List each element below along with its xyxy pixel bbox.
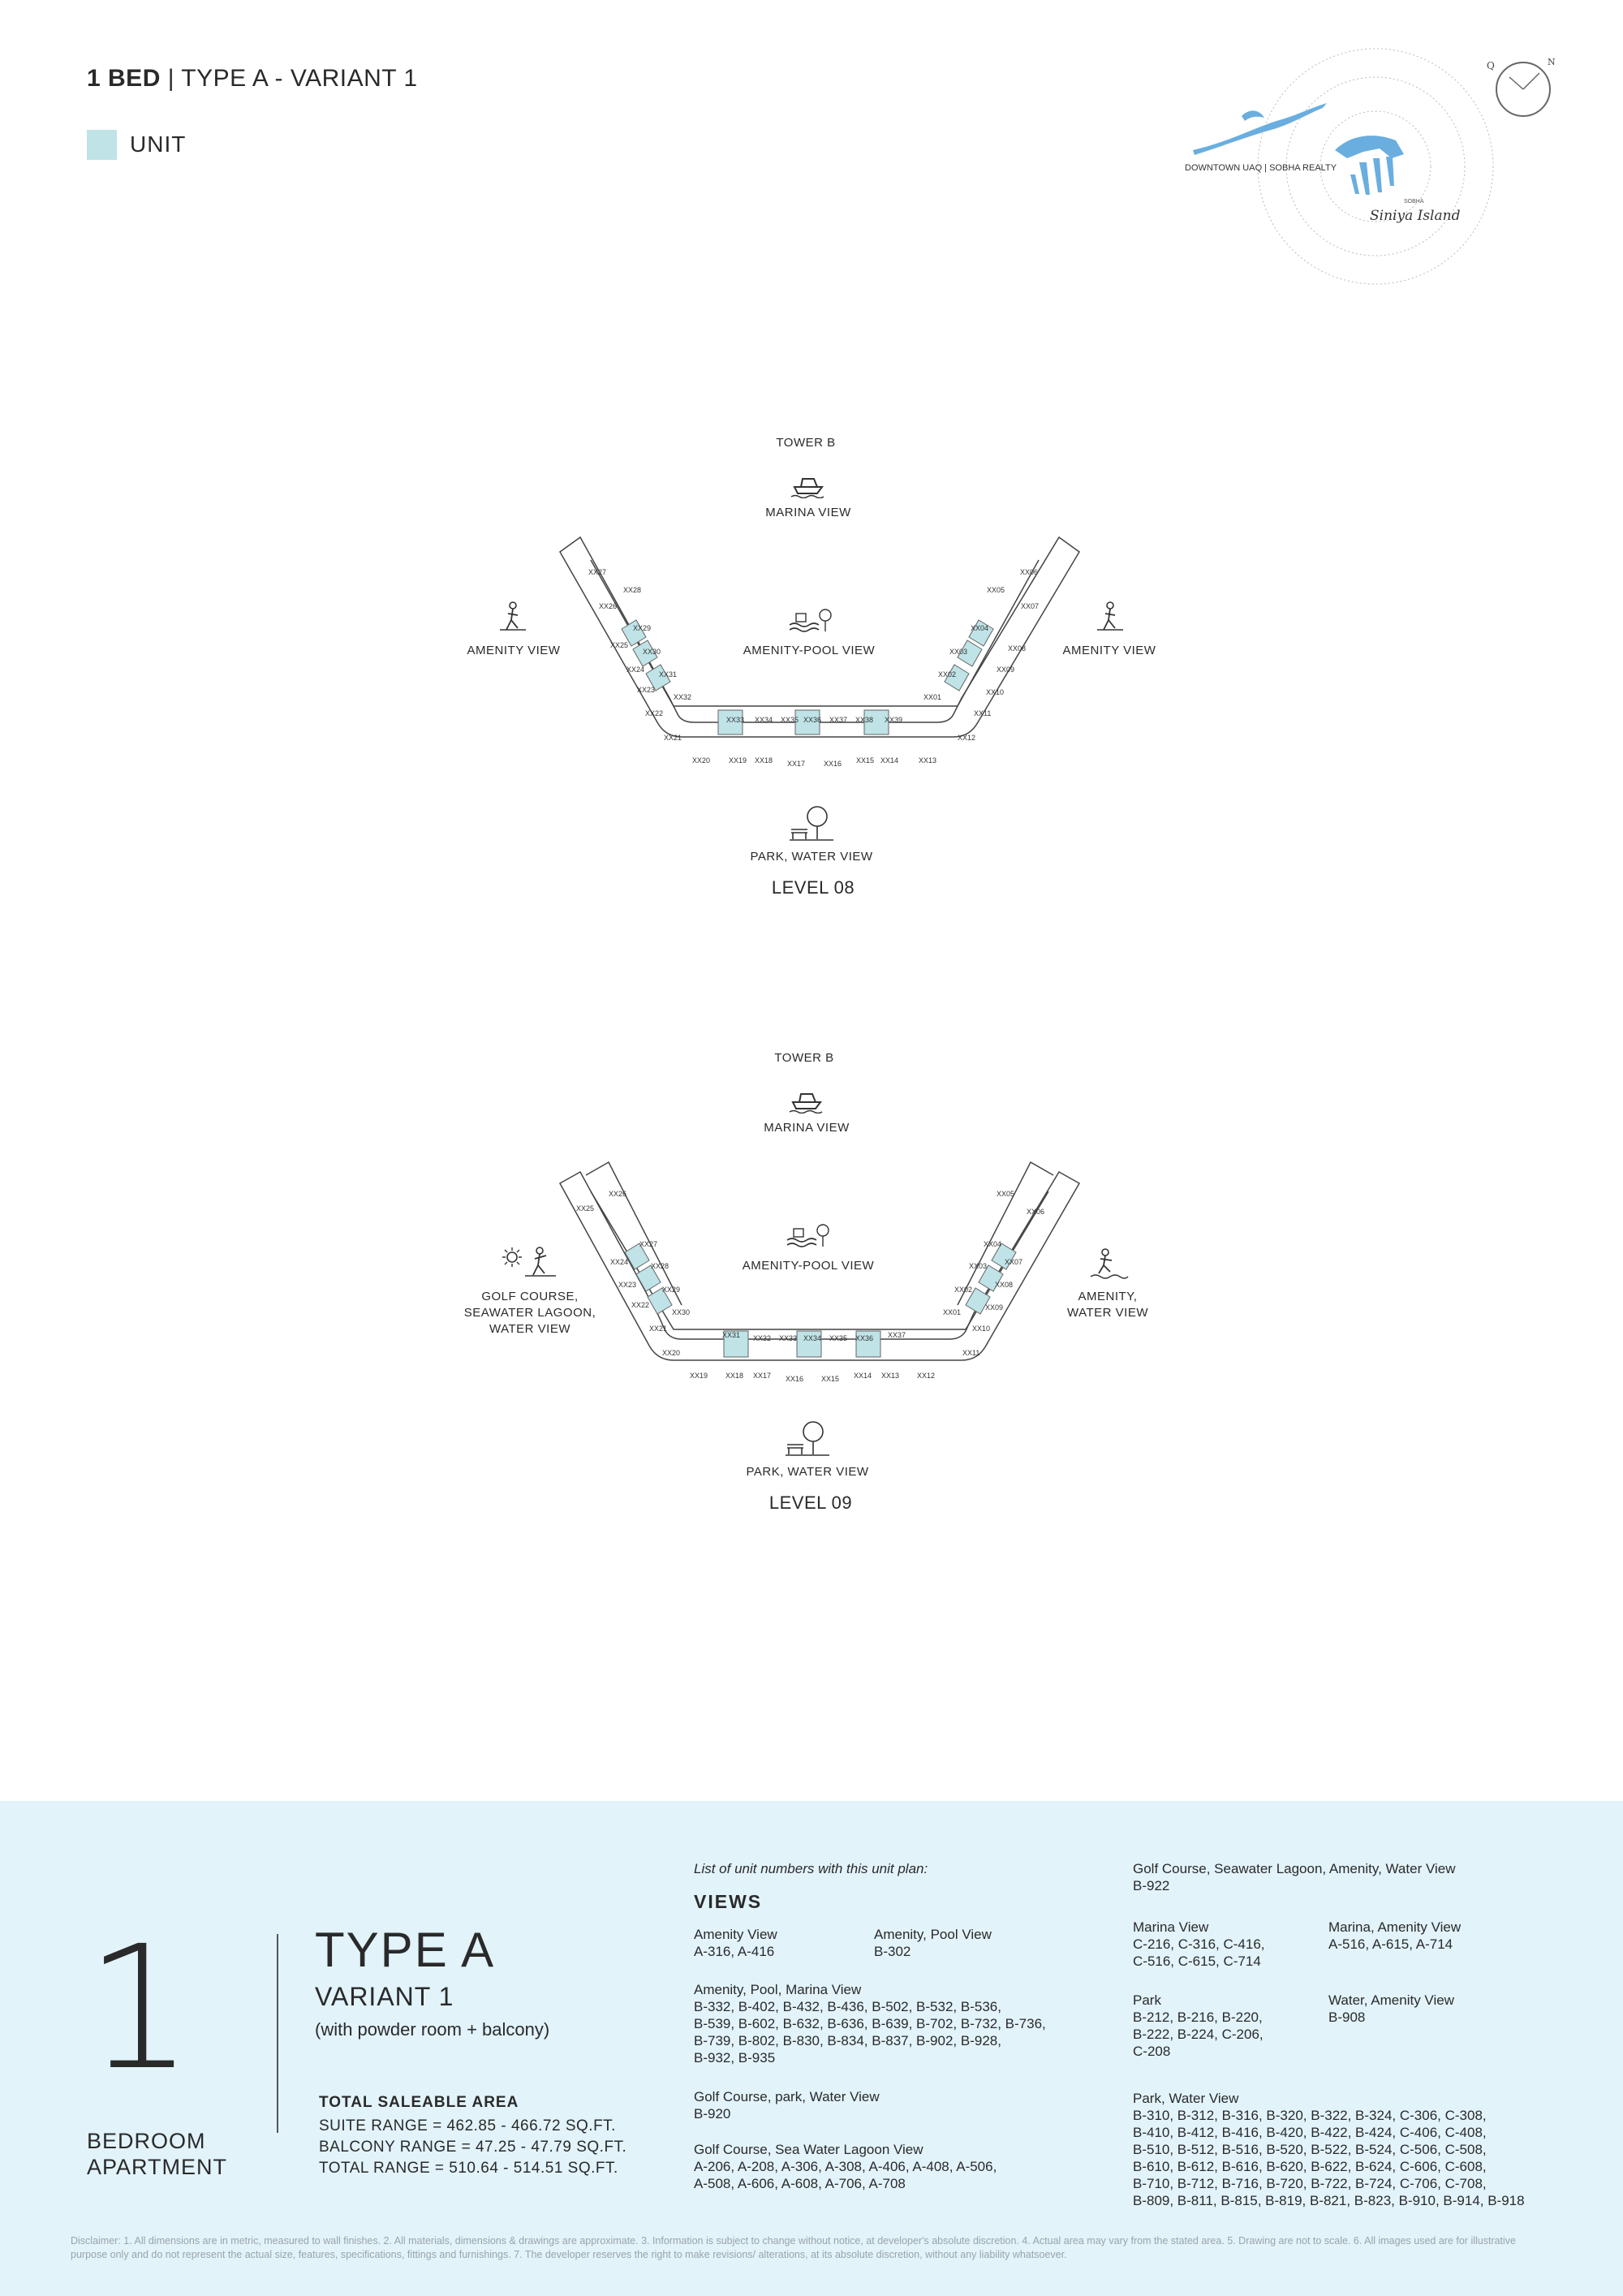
amenity-icon [497,601,529,633]
svg-text:XX32: XX32 [753,1334,772,1342]
floor-plan-level-09 [552,1143,1087,1402]
svg-text:XX14: XX14 [854,1372,872,1380]
svg-text:XX36: XX36 [855,1334,874,1342]
plan-1-center-view: AMENITY-POOL VIEW [743,644,876,657]
svg-text:XX37: XX37 [888,1331,906,1339]
plan-2-tower: TOWER B [774,1051,834,1065]
svg-text:XX04: XX04 [984,1240,1002,1248]
plan-1-level: LEVEL 08 [771,877,855,898]
svg-text:XX22: XX22 [645,709,664,717]
svg-text:XX23: XX23 [637,686,656,694]
svg-text:XX28: XX28 [651,1262,669,1270]
svg-text:XX11: XX11 [974,709,992,717]
svg-text:XX13: XX13 [881,1372,900,1380]
svg-text:XX02: XX02 [938,670,957,678]
svg-text:XX38: XX38 [855,716,874,724]
amenity-icon [1094,601,1126,633]
type-note: (with powder room + balcony) [315,2019,550,2040]
view-group: Golf Course, park, Water View B-920 [694,2089,880,2122]
svg-text:XX13: XX13 [919,756,937,765]
views-heading: VIEWS [694,1891,763,1912]
svg-text:XX27: XX27 [639,1240,658,1248]
svg-text:XX02: XX02 [954,1286,973,1294]
svg-text:XX06: XX06 [1020,568,1039,576]
svg-text:XX21: XX21 [649,1325,668,1333]
view-group: Golf Course, Seawater Lagoon, Amenity, Water View B-922 [1133,1861,1456,1893]
svg-text:XX34: XX34 [755,716,773,724]
amenity-water-icon [1089,1247,1130,1280]
svg-text:XX21: XX21 [664,734,682,742]
plan-1-right-view: AMENITY VIEW [1062,644,1156,657]
svg-text:XX25: XX25 [576,1204,595,1213]
plan-2-left-view: GOLF COURSE, SEAWATER LAGOON, WATER VIEW [463,1290,596,1336]
svg-text:XX06: XX06 [1027,1208,1045,1216]
svg-text:XX20: XX20 [692,756,711,765]
svg-text:XX27: XX27 [588,568,607,576]
svg-text:XX33: XX33 [779,1334,798,1342]
svg-text:XX33: XX33 [726,716,745,724]
svg-text:XX08: XX08 [995,1281,1014,1289]
map-left-label: DOWNTOWN UAQ | SOBHA REALTY [1185,163,1337,173]
view-group: Water, Amenity View B-908 [1328,1992,1454,2025]
boat-icon [788,1088,825,1114]
type-variant: VARIANT 1 [315,1982,454,2011]
svg-text:XX14: XX14 [880,756,899,765]
svg-text:XX25: XX25 [610,641,629,649]
svg-text:XX26: XX26 [599,602,618,610]
svg-text:XX24: XX24 [610,1258,629,1266]
svg-text:XX03: XX03 [969,1262,988,1270]
map-brand-small: SOBHA [1404,199,1424,205]
park-icon [788,805,835,842]
page-title: 1 BED | TYPE A - VARIANT 1 [87,65,418,92]
legend-unit-swatch [87,130,117,160]
svg-text:XX35: XX35 [781,716,799,724]
svg-text:XX16: XX16 [786,1375,804,1383]
floor-plan-level-08 [552,528,1087,787]
svg-text:XX04: XX04 [971,624,989,632]
svg-text:XX18: XX18 [725,1372,744,1380]
balcony-range: BALCONY RANGE = 47.25 - 47.79 SQ.FT. [319,2139,627,2156]
total-range: TOTAL RANGE = 510.64 - 514.51 SQ.FT. [319,2160,618,2177]
svg-text:XX01: XX01 [923,693,942,701]
svg-text:XX29: XX29 [633,624,652,632]
suite-range: SUITE RANGE = 462.85 - 466.72 SQ.FT. [319,2117,616,2134]
svg-text:XX08: XX08 [1008,644,1027,653]
svg-text:XX32: XX32 [674,693,692,701]
map-brand-script: Siniya Island [1370,208,1461,224]
svg-text:XX24: XX24 [626,666,645,674]
svg-text:XX34: XX34 [803,1334,822,1342]
plan-2-center-view: AMENITY-POOL VIEW [742,1259,875,1273]
svg-text:XX19: XX19 [729,756,747,765]
svg-text:XX12: XX12 [958,734,976,742]
svg-text:XX37: XX37 [829,716,848,724]
svg-text:XX12: XX12 [917,1372,936,1380]
boat-icon [790,472,827,498]
location-map [1160,45,1582,288]
plan-1-bottom-view: PARK, WATER VIEW [750,850,873,864]
park-icon [784,1420,831,1458]
svg-text:XX09: XX09 [997,666,1015,674]
plan-1-top-view: MARINA VIEW [765,506,851,519]
svg-text:XX17: XX17 [753,1372,772,1380]
view-group: Park, Water View B-310, B-312, B-316, B-320, B-322, B-324, C-306, C-308, B-410, B-412, B-416, B-420, B-422, B-424, C-406, C-408, B-510, B-512, B-516, B-520, B-522, B-524, C-506, C-508, B-610, B-612, B-616, B-620, B-622, B-624, C-606, C-608, B-710, B-712, B-716, B-720, B-722, B-724, C-706, C-708, B-809, B-811, B-815, B-819, B-821, B-823, B-910, B-914, B-918 [1133,2091,1525,2208]
svg-text:XX11: XX11 [962,1349,980,1357]
svg-text:XX22: XX22 [631,1301,650,1309]
legend-unit-label: UNIT [130,131,187,157]
svg-text:XX09: XX09 [985,1303,1004,1312]
svg-text:XX26: XX26 [609,1190,627,1198]
svg-text:XX30: XX30 [643,648,661,656]
svg-text:XX05: XX05 [987,586,1005,594]
plan-2-bottom-view: PARK, WATER VIEW [746,1465,869,1479]
plan-1-tower: TOWER B [776,436,836,450]
bedroom-count: 1 [85,1909,194,2108]
svg-text:XX07: XX07 [1021,602,1040,610]
view-group: Park B-212, B-216, B-220, B-222, B-224, C-206, C-208 [1133,1992,1264,2059]
svg-text:XX07: XX07 [1005,1258,1023,1266]
svg-text:XX17: XX17 [787,760,806,768]
svg-text:XX16: XX16 [824,760,842,768]
svg-text:XX31: XX31 [722,1331,741,1339]
svg-text:XX15: XX15 [821,1375,840,1383]
compass-q: Q [1487,60,1495,71]
svg-text:XX36: XX36 [803,716,822,724]
svg-text:XX29: XX29 [662,1286,681,1294]
plan-2-right-view: AMENITY, WATER VIEW [1067,1290,1148,1320]
svg-text:XX19: XX19 [690,1372,708,1380]
bedroom-label: BEDROOM APARTMENT [87,2129,228,2179]
svg-text:XX10: XX10 [986,688,1005,696]
svg-text:XX05: XX05 [997,1190,1015,1198]
disclaimer: Disclaimer: 1. All dimensions are in metric, measured to wall finishes. 2. All materials, dimensions & drawings are approximate. 3. Information is subject to change without notice, at developer's absolute discretion. 4. Actual area may vary from the stated area. 5. Drawing are not to scale. 6. All images used are for illustrative purpose only and do not represent the actual size, features, specifications, fittings and furnishings. 7. The developer reserves the right to make revisions/ alterations, at its absolute discretion, without any liability whatsoever. [71,2235,1517,2260]
svg-text:XX23: XX23 [618,1281,637,1289]
type-title: TYPE A [315,1923,496,1977]
svg-text:XX31: XX31 [659,670,678,678]
svg-text:XX20: XX20 [662,1349,681,1357]
svg-text:XX03: XX03 [949,648,968,656]
plan-2-top-view: MARINA VIEW [764,1121,850,1135]
svg-text:XX28: XX28 [623,586,642,594]
svg-text:XX01: XX01 [943,1308,962,1316]
svg-text:XX18: XX18 [755,756,773,765]
svg-text:XX15: XX15 [856,756,875,765]
compass-n: N [1548,57,1556,67]
plan-1-left-view: AMENITY VIEW [467,644,561,657]
svg-text:XX30: XX30 [672,1308,691,1316]
list-caption: List of unit numbers with this unit plan: [694,1861,928,1876]
view-group: Marina, Amenity View A-516, A-615, A-714 [1328,1919,1462,1952]
golf-sun-icon [501,1246,558,1278]
view-group: Golf Course, Sea Water Lagoon View A-206, A-208, A-306, A-308, A-406, A-408, A-506, A-508, A-606, A-608, A-706, A-708 [694,2142,997,2191]
view-group: Amenity, Pool, Marina View B-332, B-402, B-432, B-436, B-502, B-532, B-536, B-539, B-602, B-632, B-636, B-639, B-702, B-732, B-736, B-739, B-802, B-830, B-834, B-837, B-902, B-928, B-932, B-935 [694,1982,1046,2066]
svg-text:XX39: XX39 [885,716,903,724]
view-group: Amenity View A-316, A-416 [694,1927,777,1959]
svg-text:XX35: XX35 [829,1334,848,1342]
area-heading: TOTAL SALEABLE AREA [319,2094,519,2111]
plan-2-level: LEVEL 09 [768,1493,853,1513]
view-group: Amenity, Pool View B-302 [874,1927,992,1959]
divider [277,1934,278,2133]
view-group: Marina View C-216, C-316, C-416, C-516, C-615, C-714 [1133,1919,1265,1969]
svg-text:XX10: XX10 [972,1325,991,1333]
